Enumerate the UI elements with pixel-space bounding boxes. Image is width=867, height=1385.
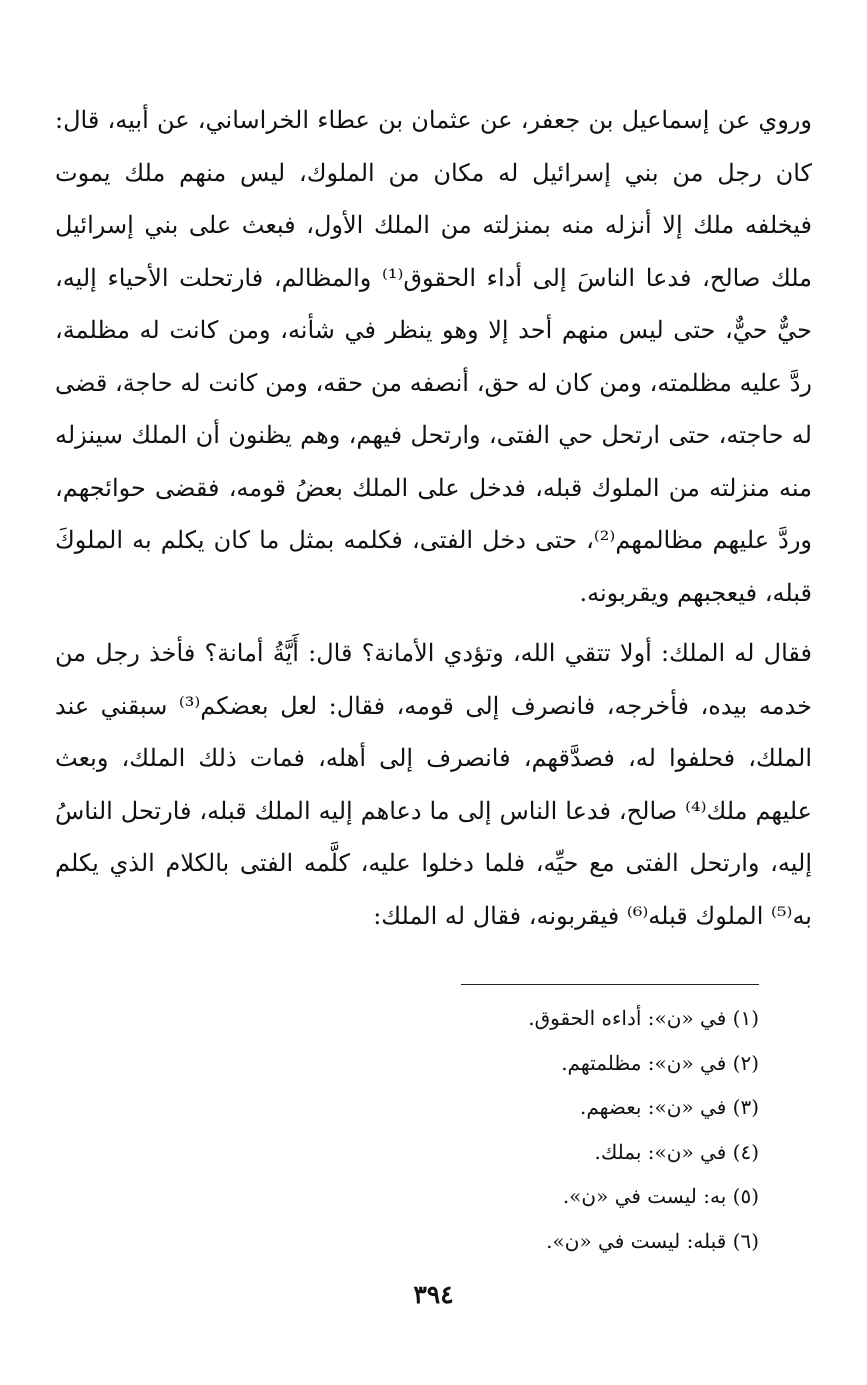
footnote-5: (٥) به: ليست في «ن». xyxy=(562,1184,759,1209)
paragraph-1: وروي عن إسماعيل بن جعفر، عن عثمان بن عطاء الخراساني، عن أبيه، قال: كان رجل من بني إسرائيل له مكان من الملوك، ليس منهم ملك يموت فيخلفه ملك إلا أنزله منه بمنزلته من الملك الأول، فبعث على بني إسرائيل ملك صالح، فدعا الناسَ إلى أداء الحقوق⁽¹⁾ والمظالم، فارتحلت الأحياء إليه، حيٌّ حيٌّ، حتى ليس منهم أحد إلا وهو ينظر في شأنه، ومن كانت له مظلمة، ردَّ عليه مظلمته، ومن كان له حق، أنصفه من حقه، ومن كانت له حاجة، قضى له حاجته، حتى ارتحل حي الفتى، وارتحل فيهم، وهم يظنون أن الملك سينزله منه منزلته من الملوك قبله، فدخل على الملك بعضُ قومه، فقضى حوائجهم، وردَّ عليهم مظالمهم⁽²⁾، حتى دخل الفتى، فكلمه بمثل ما كان يكلم به الملوكَ قبله، فيعجبهم ويقربونه. xyxy=(55,106,812,607)
main-text xyxy=(55,94,812,942)
footnote-2: (٢) في «ن»: مظلمتهم. xyxy=(561,1050,759,1075)
footnote-4: (٤) في «ن»: بملك. xyxy=(594,1139,759,1164)
footnote-separator xyxy=(461,984,759,985)
page-number: ٣٩٤ xyxy=(413,1280,454,1309)
footnote-1: (١) في «ن»: أداءه الحقوق. xyxy=(528,1006,759,1030)
footnote-3: (٣) في «ن»: بعضهم. xyxy=(579,1095,759,1120)
footnotes-list xyxy=(105,996,759,1264)
footnote-6: (٦) قبله: ليست في «ن». xyxy=(546,1228,759,1253)
paragraph-2: فقال له الملك: أولا تتقي الله، وتؤدي الأمانة؟ قال: أَيَّةُ أمانة؟ فأخذ رجل من خدمه بيده، فأخرجه، فانصرف إلى قومه، فقال: لعل بعضكم⁽³⁾ سبقني عند الملك، فحلفوا له، فصدَّقهم، فانصرف إلى أهله، فمات ذلك الملك، وبعث عليهم ملك⁽⁴⁾ صالح، فدعا الناس إلى ما دعاهم إليه الملك قبله، فارتحل الناسُ إليه، وارتحل الفتى مع حيِّه، فلما دخلوا عليه، كلَّمه الفتى بالكلام الذي يكلم به⁽⁵⁾ الملوك قبله⁽⁶⁾ فيقربونه، فقال له الملك: xyxy=(55,639,813,930)
